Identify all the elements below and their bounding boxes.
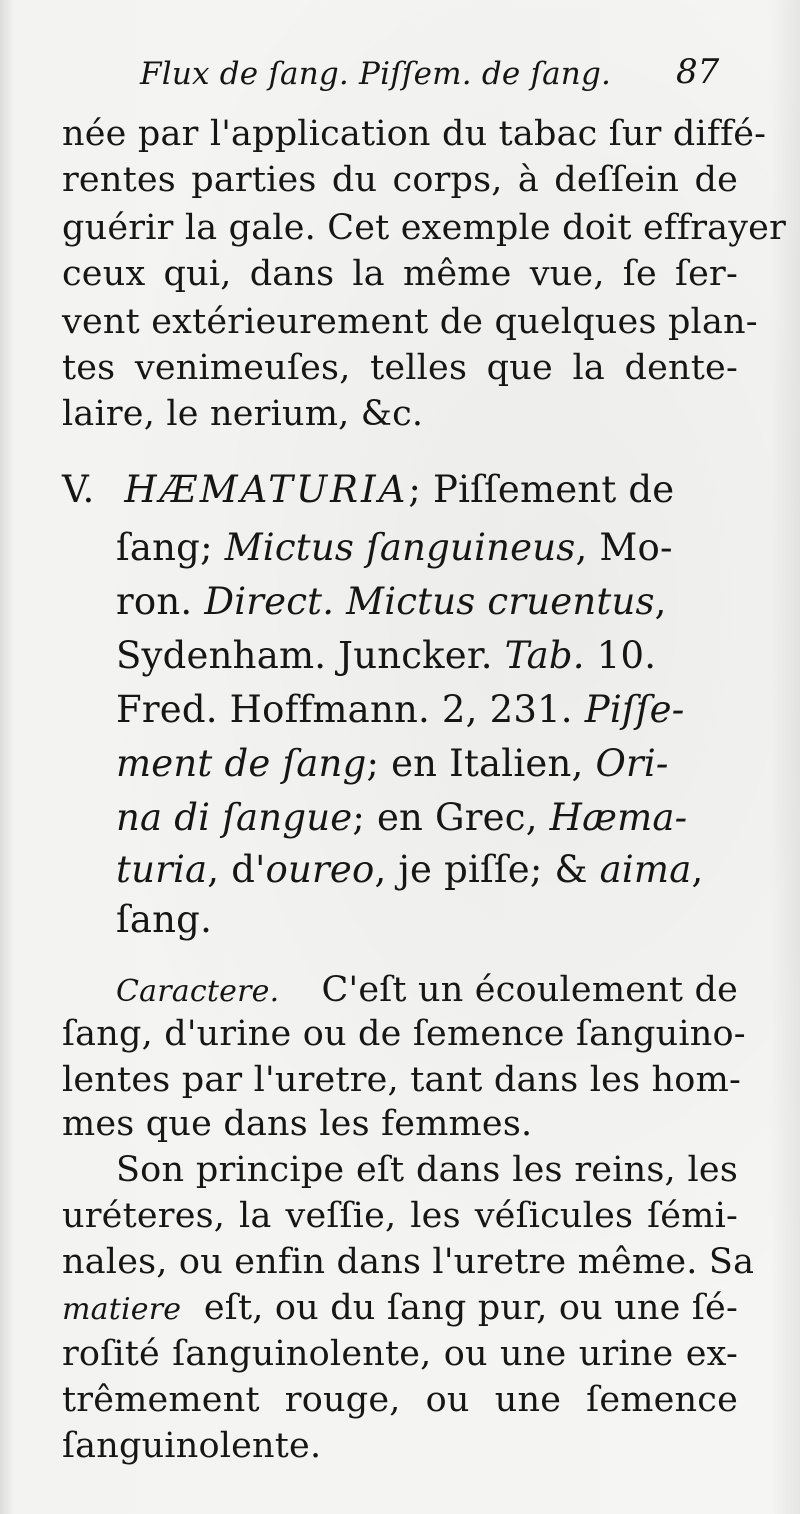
text-line: née par l'application du tabac ſur diffé- [62, 114, 767, 154]
synonym-line: Sydenham. Juncker. Tab. 10. [116, 634, 657, 677]
caractere-line: Caractere. C'eſt un écoulement de [116, 970, 738, 1010]
latin-disease-name: HÆMATURIA [124, 468, 409, 511]
text-line: nales, ou enfin dans l'uretre même. Sa [62, 1242, 755, 1282]
text-line: rentes parties du corps, à deſſein de [62, 160, 738, 200]
section-numeral: V. [62, 468, 95, 511]
text-line: vent extérieurement de quelques plan- [62, 302, 758, 342]
running-header: Flux de ſang. Piſſem. de ſang. [140, 56, 612, 92]
text-line: Son principe eſt dans les reins, les [116, 1150, 738, 1190]
text-line: ſanguinolente. [62, 1426, 322, 1466]
synonym-line: turia, d'oureo, je piſſe; & aima, [116, 848, 704, 891]
synonym-line: na di ſangue; en Grec, Hæma- [116, 796, 688, 839]
section-heading [62, 468, 738, 512]
synonym-line: ron. Direct. Mictus cruentus, [116, 580, 667, 623]
text-line: lentes par l'uretre, tant dans les hom- [62, 1060, 741, 1100]
text-line: tes venimeuſes, telles que la dente- [62, 348, 738, 388]
text-line: trêmement rouge, ou une ſemence [62, 1380, 738, 1420]
synonym-line: ment de ſang; en Italien, Ori- [116, 742, 669, 785]
synonym-line: Fred. Hoffmann. 2, 231. Piſſe- [116, 688, 685, 731]
heading-rest: ; Piſſement de [408, 468, 675, 511]
text-line: ceux qui, dans la même vue, ſe ſer- [62, 254, 738, 294]
synonym-line: ſang; Mictus ſanguineus, Mo- [116, 526, 673, 569]
synonym-line: ſang. [116, 898, 213, 941]
page-number: 87 [676, 52, 720, 92]
matiere-line: matiere eſt, ou du ſang pur, ou une ſé- [62, 1288, 738, 1328]
text-line: ſang, d'urine ou de ſemence ſanguino- [62, 1014, 746, 1054]
text-line: roſité ſanguinolente, ou une urine ex- [62, 1334, 738, 1374]
caractere-label: Caractere. [116, 974, 280, 1009]
text-line: mes que dans les femmes. [62, 1104, 533, 1144]
text-line: uréteres, la veſſie, les véſicules ſémi- [62, 1196, 738, 1236]
matiere-label: matiere [62, 1292, 182, 1327]
text-line: guérir la gale. Cet exemple doit effrayer [62, 208, 787, 248]
text-line: laire, le nerium, &c. [62, 394, 424, 434]
